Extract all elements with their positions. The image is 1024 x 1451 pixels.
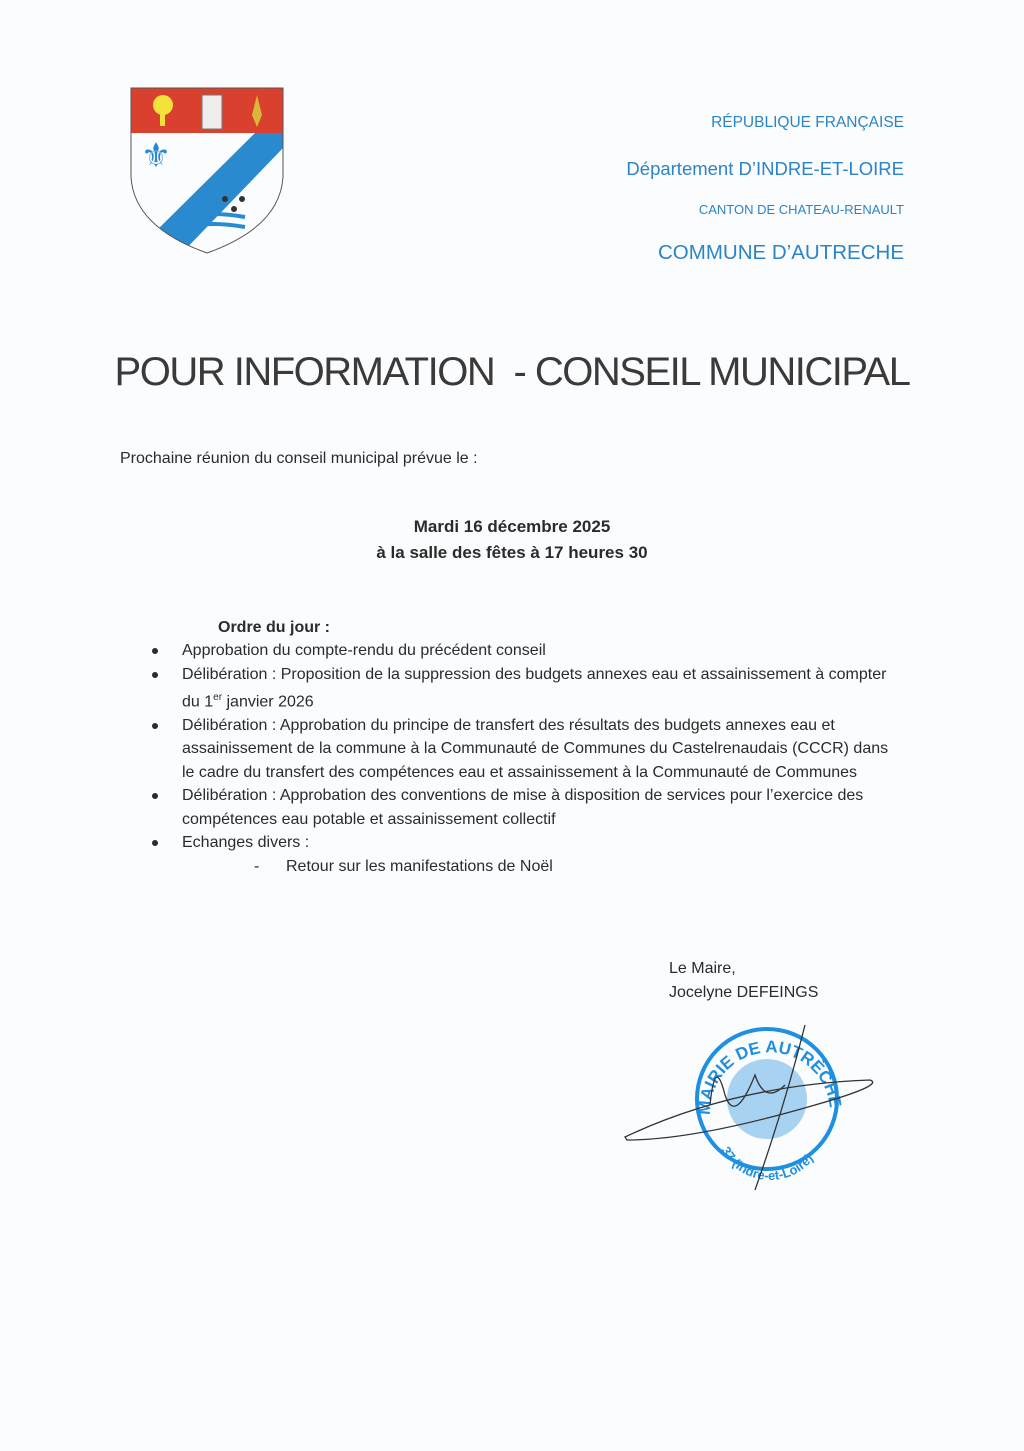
page-title: POUR INFORMATION - CONSEIL MUNICIPAL (114, 350, 910, 394)
meeting-info (0, 514, 1024, 566)
coat-of-arms-logo (130, 87, 284, 255)
superscript: er (213, 692, 223, 703)
intro-text: Prochaine réunion du conseil municipal prévue le : (120, 450, 478, 467)
agenda-list (150, 639, 900, 878)
list-item (150, 784, 900, 831)
signature-role: Le Maire, (669, 960, 736, 977)
signature-block (669, 957, 818, 1004)
meeting-date: Mardi 16 décembre 2025 (413, 517, 611, 536)
list-item-text: Délibération : Approbation du principe de transfert des résultats des budgets annexes eau et assainissement de la commune à la Communauté de Communes du Castelrenaudais (CCCR) dans le cadre du transfert des compétences eau et assainissement à la Communauté de Communes (182, 716, 889, 781)
list-item-text: Délibération : Approbation des conventions de mise à disposition de services pour l’exercice des compétences eau potable et assainissement collectif (182, 787, 864, 828)
list-item-text: Echanges divers : (182, 834, 310, 852)
list-item (150, 714, 900, 785)
stamp-bottom-text: 37 (Indre-et-Loire) (718, 1143, 816, 1184)
list-item (150, 663, 900, 714)
commune: COMMUNE D’AUTRECHE (658, 241, 904, 264)
stamp-top-text: MAIRIE DE AUTRÈCHE (694, 1037, 845, 1116)
list-item (150, 639, 900, 663)
svg-text:⚜: ⚜ (140, 137, 172, 175)
official-stamp-and-signature (615, 1015, 885, 1200)
republique-francaise: RÉPUBLIQUE FRANÇAISE (711, 114, 904, 131)
sub-item-text: Retour sur les manifestations de Noël (286, 857, 553, 875)
canton: CANTON DE CHATEAU-RENAULT (698, 202, 904, 217)
signature-name: Jocelyne DEFEINGS (669, 983, 819, 1001)
list-item-text: janvier 2026 (222, 693, 314, 711)
agenda-title: Ordre du jour : (218, 619, 330, 636)
meeting-place-time: à la salle des fêtes à 17 heures 30 (376, 543, 648, 562)
list-item-text: Approbation du compte-rendu du précédent conseil (182, 642, 546, 659)
dash: - (254, 857, 260, 875)
departement: Département D’INDRE-ET-LOIRE (626, 158, 904, 179)
list-item (150, 831, 900, 855)
list-item-text: Délibération : Proposition de la suppression des budgets annexes eau et assainissement à compter du 1 (182, 665, 887, 711)
sub-item (150, 855, 900, 879)
